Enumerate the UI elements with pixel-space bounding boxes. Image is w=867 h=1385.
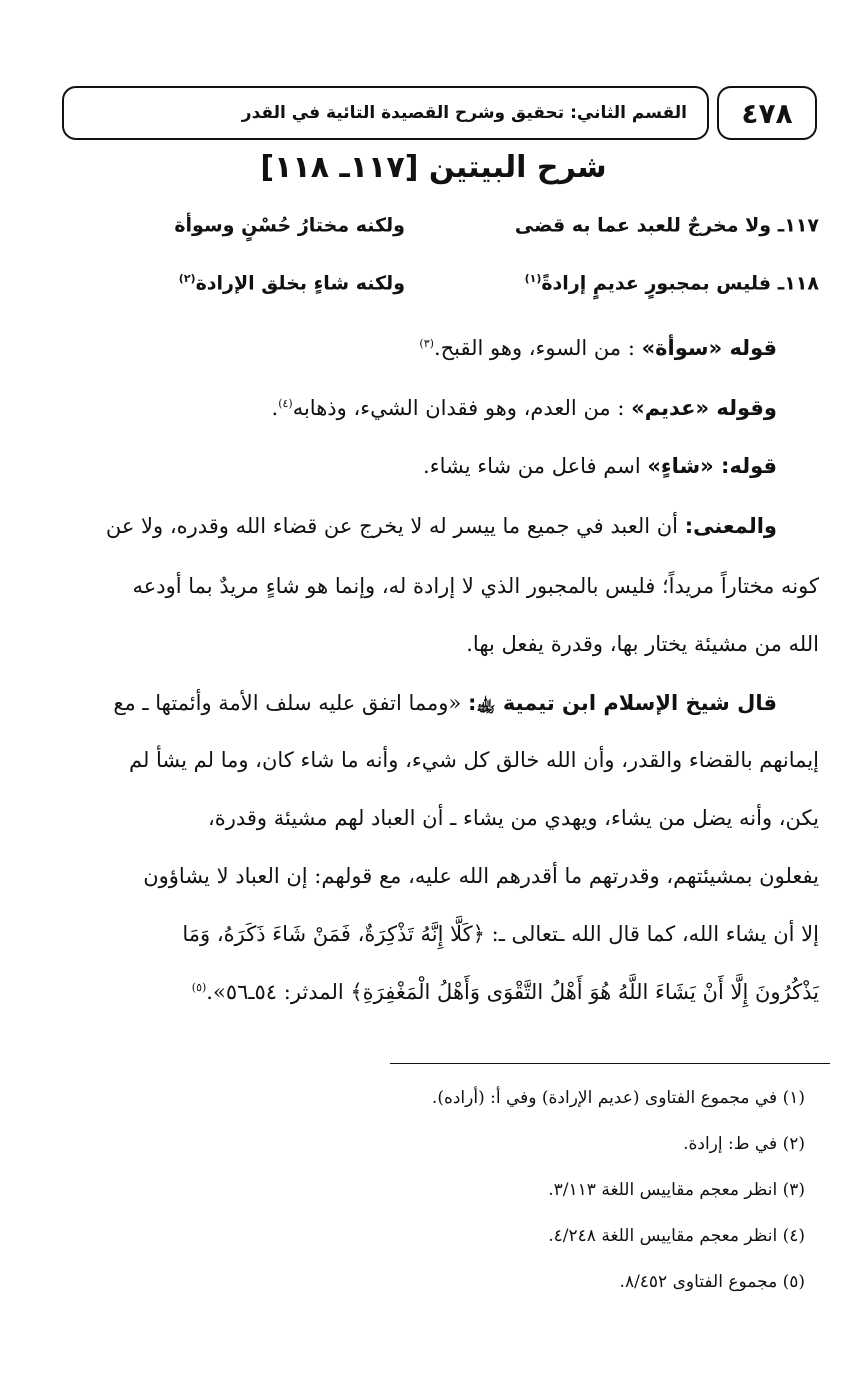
footnote-ref: (٤) [278, 397, 293, 410]
quote-line: يفعلون بمشيئتهم، وقدرتهم ما أقدرهم الله عليه، مع قولهم: إن العباد لا يشاؤون [143, 864, 819, 888]
footnote-ref: (٣) [419, 337, 434, 350]
footnote: (١) في مجموع الفتاوى (عديم الإرادة) وفي أ: (أراده). [431, 1088, 805, 1108]
page-number: ٤٧٨ [717, 86, 817, 140]
footnote: (٣) انظر معجم مقاييس اللغة ٣/١١٣. [548, 1180, 805, 1200]
paragraph-meaning-line: كونه مختاراً مريداً؛ فليس بالمجبور الذي لا إرادة له، وإنما هو شاءٍ مريدٌ بما أودعه [132, 574, 819, 598]
page-header [62, 86, 817, 140]
verse-first-hemistich: ١١٧ـ ولا مخرجٌ للعبد عما به قضى [514, 214, 819, 237]
footnote-ref: (٢) [178, 272, 196, 285]
verse-second-hemistich: ولكنه مختارُ حُسْنٍ وسوأة [174, 214, 405, 237]
footnote-separator [390, 1063, 830, 1064]
quote-line: إيمانهم بالقضاء والقدر، وأن الله خالق كل شيء، وأنه ما شاء كان، وما لم يشأ لم [128, 748, 819, 772]
verse-118 [70, 272, 819, 316]
paragraph-meaning-line: والمعنى: أن العبد في جميع ما ييسر له لا يخرج عن قضاء الله وقدره، ولا عن [105, 514, 777, 538]
verse-first-hemistich: ١١٨ـ فليس بمجبورٍ عديمٍ إرادةً$^{(١)}$ [524, 272, 819, 295]
section-title: شرح البيتين [١١٧ـ ١١٨] [260, 150, 607, 185]
running-title: القسم الثاني: تحقيق وشرح القصيدة التائية في القدر [62, 86, 709, 140]
paragraph-sawa: قوله «سوأة» : من السوء، وهو القبح.$^{(٣)}$ [419, 336, 777, 360]
quote-line: إلا أن يشاء الله، كما قال الله ـتعالى ـ: ﴿كَلَّا إِنَّهُ تَذْكِرَةٌ، فَمَنْ شَاءَ ذَكَرَهُ، وَمَا [182, 922, 819, 946]
quote-line: قال شيخ الإسلام ابن تيمية ﵀: «ومما اتفق عليه سلف الأمة وأئمتها ـ مع [113, 691, 777, 715]
quote-line: يَذْكُرُونَ إِلَّا أَنْ يَشَاءَ اللَّهُ هُوَ أَهْلُ التَّقْوَى وَأَهْلُ الْمَغْفِرَةِ﴾ المدثر: ٥٤ـ٥٦».$^{(٥)}$ [191, 980, 819, 1004]
footnote: (٥) مجموع الفتاوى ٨/٤٥٢. [619, 1272, 805, 1292]
paragraph-shai: قوله: «شاءٍ» اسم فاعل من شاء يشاء. [423, 454, 777, 478]
verse-second-hemistich: ولكنه شاءٍ بخلق الإرادة$^{(٢)}$ [178, 272, 405, 295]
footnote-ref: (٥) [191, 981, 207, 994]
footnote: (٤) انظر معجم مقاييس اللغة ٤/٢٤٨. [548, 1226, 805, 1246]
paragraph-adim: وقوله «عديم» : من العدم، وهو فقدان الشيء، وذهابه$^{(٤)}$. [271, 396, 777, 420]
quote-line: يكن، وأنه يضل من يشاء، ويهدي من يشاء ـ أن العباد لهم مشيئة وقدرة، [207, 806, 819, 830]
paragraph-meaning-line: الله من مشيئة يختار بها، وقدرة يفعل بها. [466, 632, 819, 656]
footnote: (٢) في ط: إرادة. [683, 1134, 805, 1154]
footnote-ref: (١) [524, 272, 542, 285]
verse-117 [70, 214, 819, 258]
